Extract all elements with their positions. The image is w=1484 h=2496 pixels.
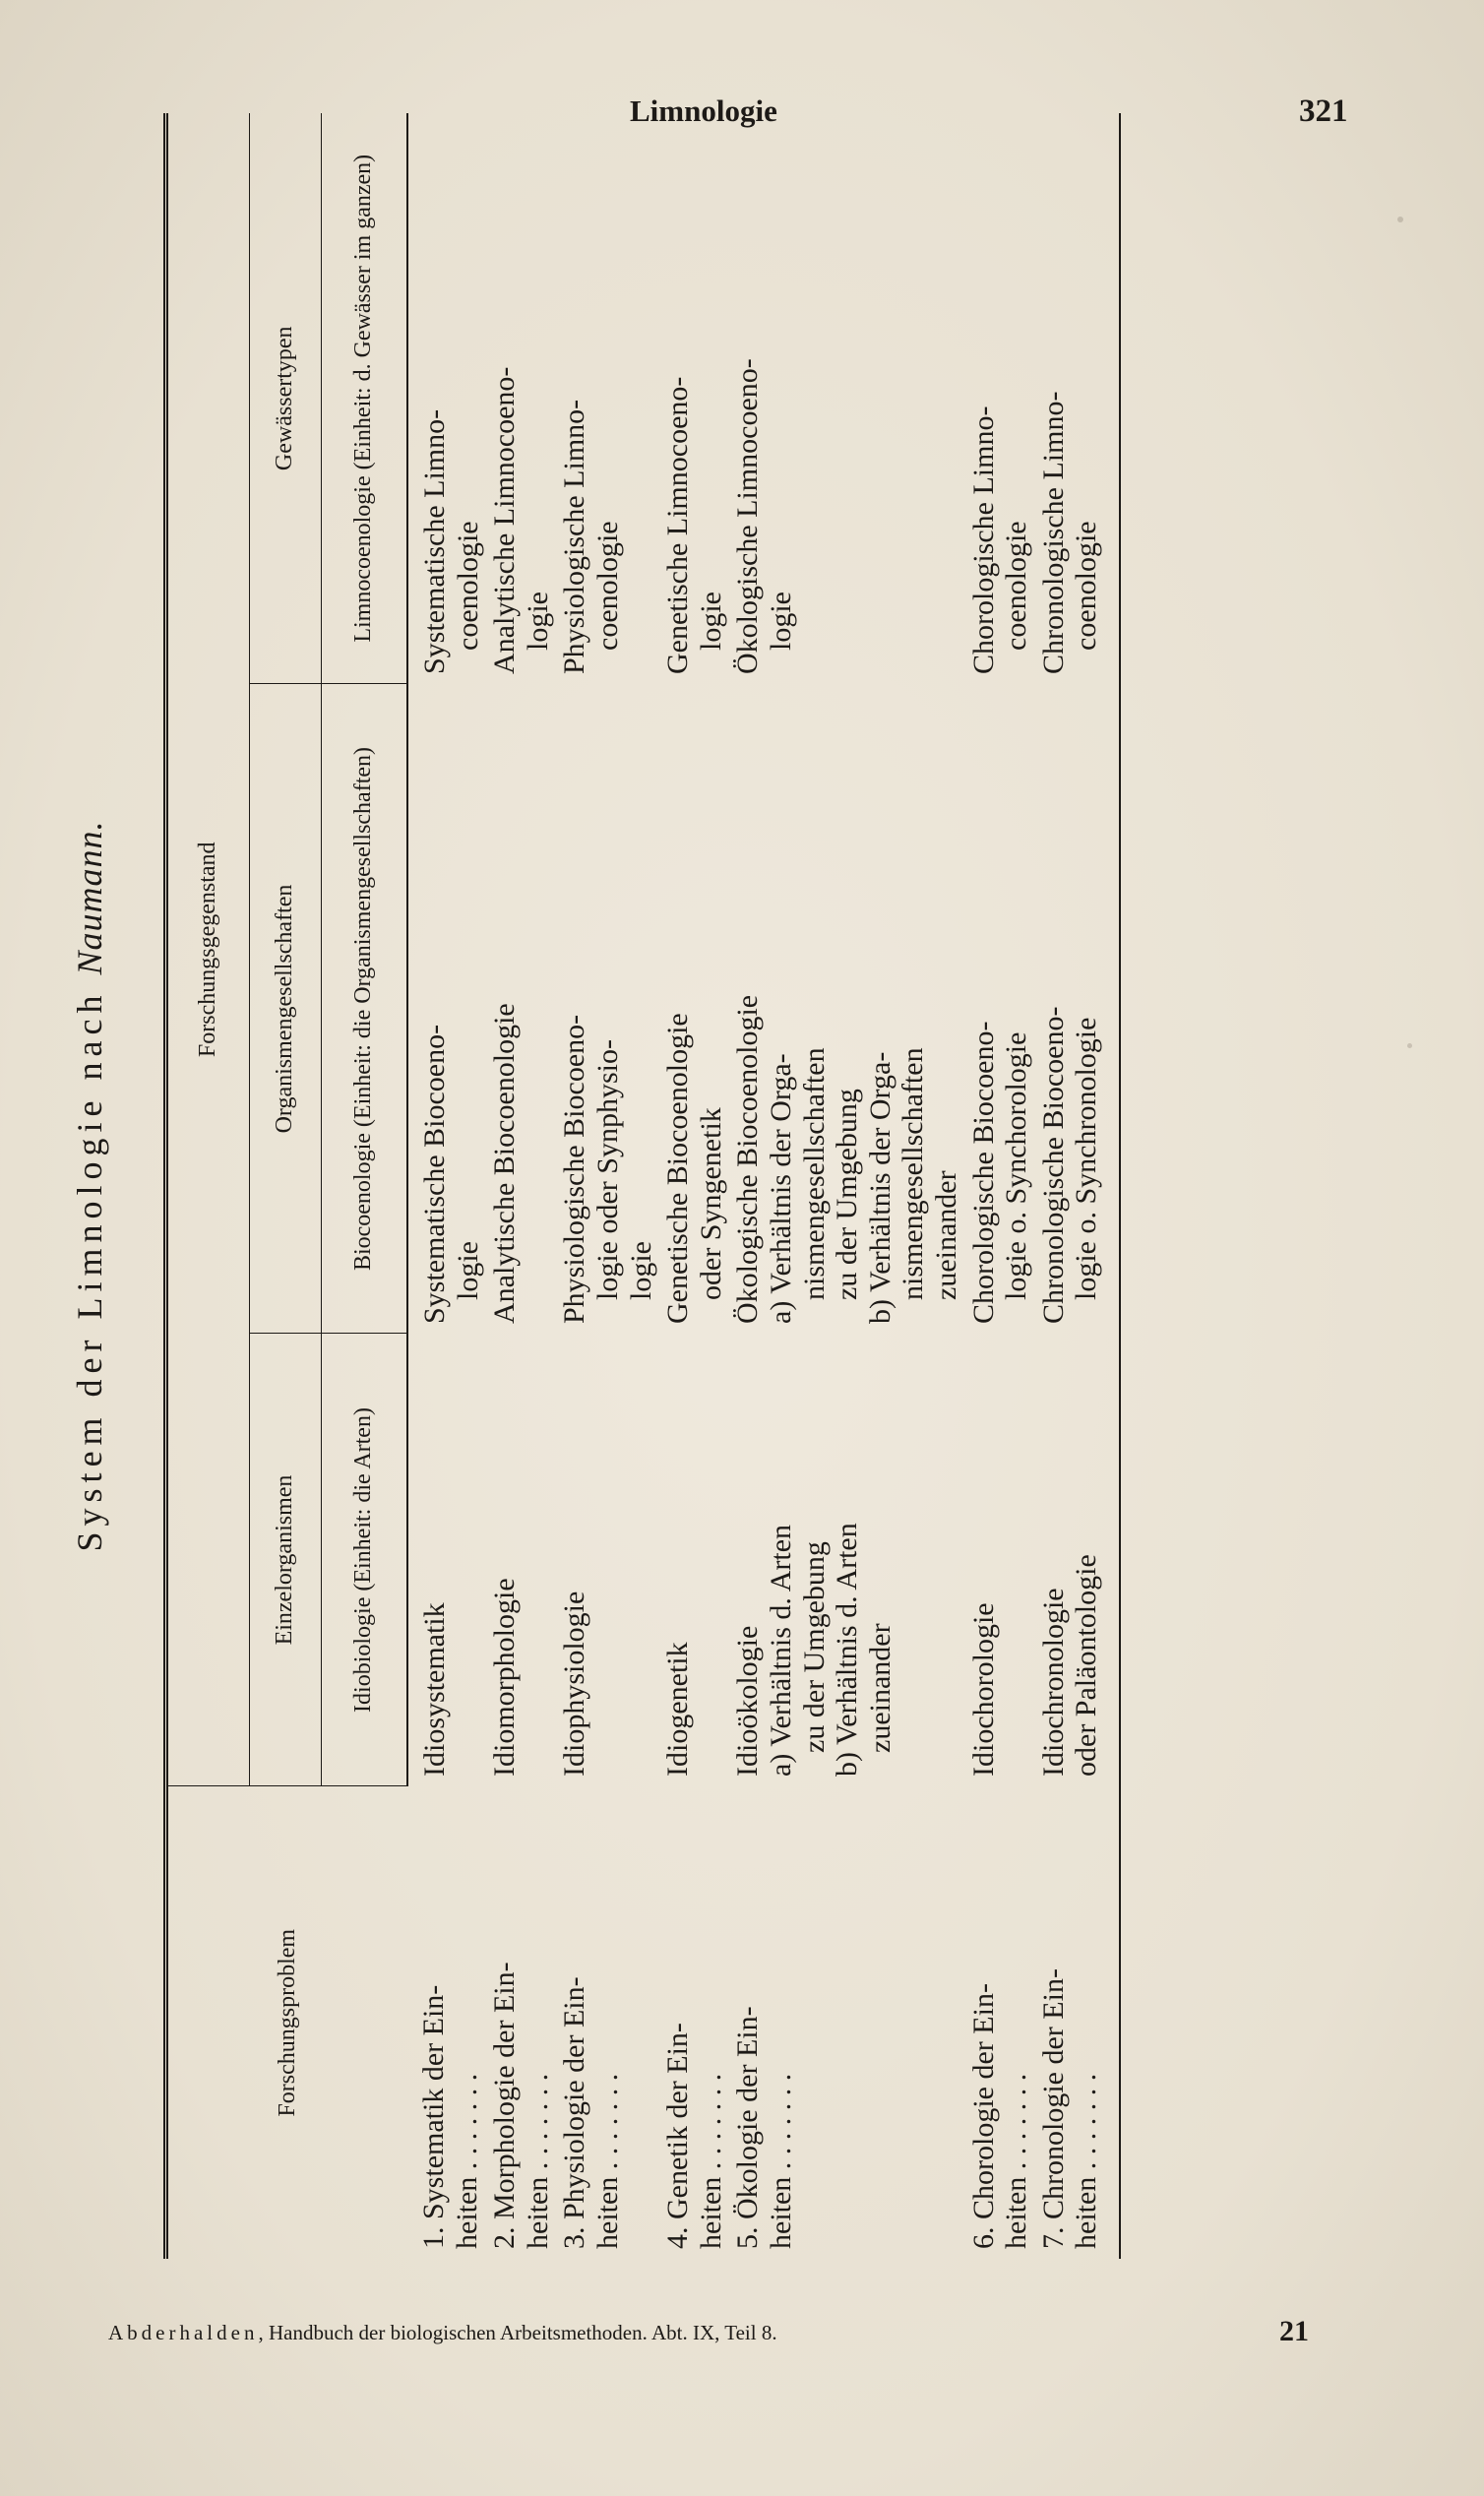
row-waters [965,113,1035,684]
row-problem-line: 1. Systematik der Ein- [417,1984,450,2249]
row-communities [1035,684,1120,1334]
row-organisms [659,1334,729,1786]
row-problem-line: heiten . . . . . . . [521,2073,554,2249]
footer-author: Abderhalden [108,2321,259,2344]
footer-signature: 21 [1279,2315,1309,2347]
running-title: Limnologie [630,94,777,128]
row-organisms [407,1334,486,1786]
row-problem-line: heiten . . . . . . . [1000,2073,1033,2249]
cell-line: oder Paläontologie [1070,1554,1103,1777]
row-problem-line: heiten . . . . . . . [1070,2073,1103,2249]
row-problem [486,1786,556,2259]
cell-line: a) Verhältnis d. Arten [764,1524,797,1777]
cell-line: logie [624,1241,657,1300]
row-problem [659,1786,729,2259]
cell-line: Idiophysiologie [558,1591,591,1777]
row-communities [407,684,486,1334]
row-organisms [1035,1334,1120,1786]
cell-line: Idiochronologie [1036,1588,1070,1777]
row-problem-line: 5. Ökologie der Ein- [731,2006,765,2249]
cell-line: Physiologische Biocoeno- [558,1014,591,1324]
cell-line: coenologie [590,521,624,651]
row-problem-line: heiten . . . . . . . [450,2073,483,2249]
header-organisms: Einzelorganismen [250,1334,322,1786]
cell-line: logie o. Synchorologie [1000,1031,1033,1300]
table-row [486,113,556,2259]
header-organisms-unit: Idiobiologie (Einheit: die Arten) [322,1334,408,1786]
footer-citation-text: , Handbuch der biologischen Arbeitsmethoden. Abt. IX, Teil 8. [258,2321,777,2344]
row-problem-line: 7. Chronologie der Ein- [1036,1968,1070,2249]
cell-line: Analytische Limnocoeno- [488,366,522,674]
row-waters [486,113,556,684]
row-communities [486,684,556,1334]
cell-line: b) Verhältnis d. Arten [831,1523,864,1777]
row-waters [659,113,729,684]
row-waters [407,113,486,684]
row-communities [556,684,659,1334]
cell-line: logie [451,1241,484,1300]
cell-line: Idiomorphologie [488,1578,522,1777]
cell-line: b) Verhältnis der Orga- [863,1051,897,1324]
cell-line: Ökologische Biocoenologie [731,994,765,1324]
system-table [163,113,1121,2259]
row-problem [407,1786,486,2259]
row-problem [1035,1786,1120,2259]
cell-line: Chorologische Biocoeno- [966,1021,1000,1324]
cell-line: Idiogenetik [661,1642,695,1777]
row-problem [965,1786,1035,2259]
table-title [69,113,128,2259]
cell-line: logie [694,592,727,651]
row-problem-line: 2. Morphologie der Ein- [488,1962,522,2249]
row-communities [659,684,729,1334]
row-problem-line: heiten . . . . . . . [764,2073,797,2249]
row-problem [729,1786,964,2259]
table-title-author: Naumann. [70,820,109,975]
cell-line: oder Syngenetik [694,1107,727,1300]
row-problem-line: heiten . . . . . . . [694,2073,727,2249]
cell-line: coenologie [1070,521,1103,651]
page-footer [108,2315,1368,2354]
paper-speck [1397,217,1403,222]
header-problem: Forschungsproblem [274,1928,300,2117]
table-row [659,113,729,2259]
cell-line: Systematische Limno- [418,408,451,674]
row-problem-line: heiten . . . . . . . [590,2073,624,2249]
cell-line: Chronologische Biocoeno- [1036,1006,1070,1324]
cell-line: Ökologische Limnocoeno- [731,358,765,674]
cell-line: coenologie [451,521,484,651]
cell-line: a) Verhältnis der Orga- [764,1053,797,1324]
table-row [556,113,659,2259]
cell-line: Analytische Biocoenologie [488,1003,522,1324]
table-title-text: System der Limnologie nach [70,974,109,1552]
cell-line: zu der Umgebung [831,1089,864,1300]
row-organisms [486,1334,556,1786]
cell-line: logie [764,592,797,651]
row-communities [965,684,1035,1334]
header-communities-unit: Biocoenologie (Einheit: die Organismengesellschaften) [322,684,408,1334]
row-problem [556,1786,659,2259]
table-row [1035,113,1120,2259]
row-organisms [965,1334,1035,1786]
row-communities [729,684,964,1334]
header-waters-unit: Limnocoenologie (Einheit: d. Gewässer im ganzen) [322,113,408,684]
cell-line: nismengesellschaften [797,1047,831,1300]
table-row [965,113,1035,2259]
cell-line: zueinander [863,1623,897,1753]
cell-line: zu der Umgebung [797,1541,831,1753]
cell-line: logie o. Synchronologie [1070,1017,1103,1300]
cell-line: nismengesellschaften [897,1047,930,1300]
row-problem-line: 4. Genetik der Ein- [661,2023,695,2249]
paper-speck [1407,1043,1412,1048]
rotated-table-block [69,113,1329,2259]
cell-line: Chorologische Limno- [966,406,1000,674]
table-row [407,113,486,2259]
header-communities: Organismengesellschaften [250,684,322,1334]
paper-speck [817,1614,824,1621]
header-subject: Forschungsgegenstand [166,113,250,1786]
cell-line: zueinander [929,1170,962,1300]
table-row [729,113,964,2259]
cell-line: Systematische Biocoeno- [418,1024,451,1324]
header-waters: Gewässertypen [250,113,322,684]
row-problem-line: 3. Physiologie der Ein- [558,1976,591,2249]
cell-line: Idiochorologie [966,1602,1000,1777]
cell-line: Genetische Limnocoeno- [661,376,695,674]
row-waters [1035,113,1120,684]
row-problem-line: 6. Chorologie der Ein- [966,1983,1000,2249]
row-waters [729,113,964,684]
cell-line: Genetische Biocoenologie [661,1013,695,1324]
cell-line: logie [521,592,554,651]
cell-line: coenologie [1000,521,1033,651]
cell-line: logie oder Synphysio- [590,1039,624,1300]
cell-line: Idiosystematik [418,1602,451,1777]
row-waters [556,113,659,684]
row-organisms [556,1334,659,1786]
cell-line: Chronologische Limno- [1036,391,1070,674]
cell-line: Idioökologie [731,1625,765,1777]
row-organisms [729,1334,964,1786]
page-number: 321 [1299,94,1348,129]
footer-citation [108,2321,777,2345]
cell-line: Physiologische Limno- [558,399,591,674]
